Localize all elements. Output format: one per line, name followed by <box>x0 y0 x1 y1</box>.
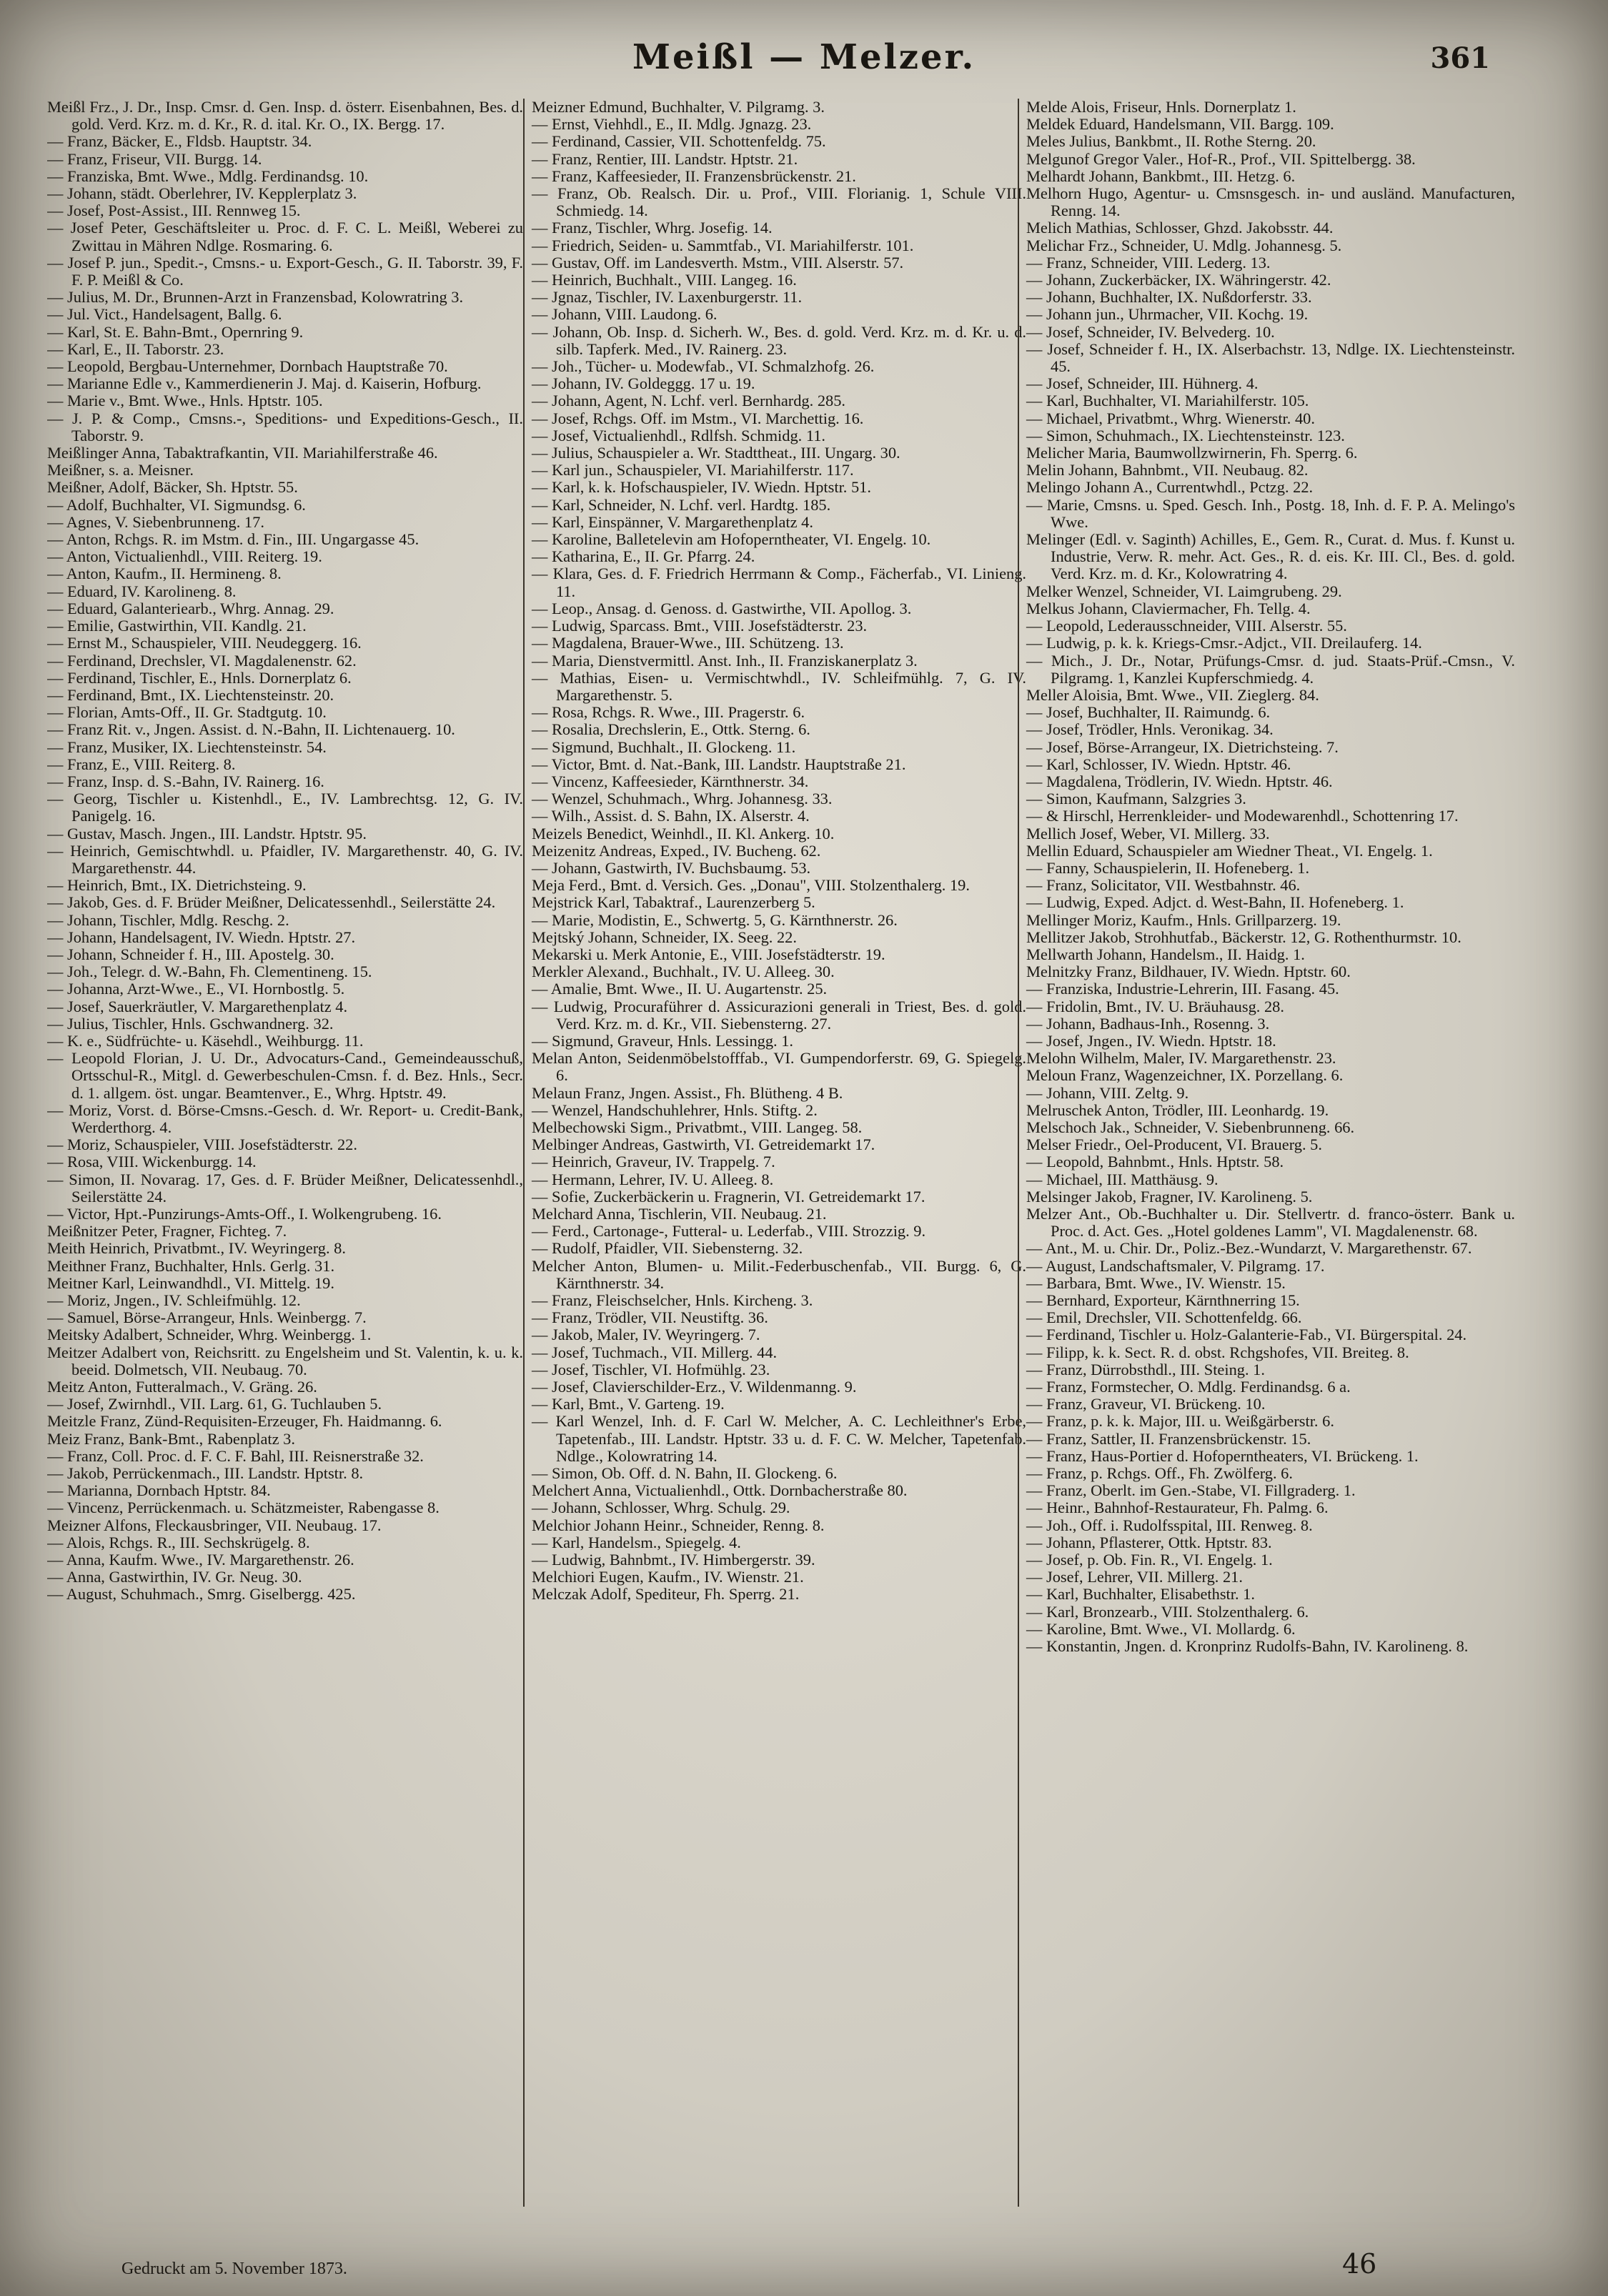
directory-entry: — Franziska, Industrie-Lehrerin, III. Fasang. 45. <box>1026 980 1339 998</box>
directory-entry: Meißner, Adolf, Bäcker, Sh. Hptstr. 55. <box>47 478 298 497</box>
directory-entry: Meiz Franz, Bank-Bmt., Rabenplatz 3. <box>47 1429 295 1448</box>
directory-entry: — Franz, Kaffeesieder, II. Franzensbrückenstr. 21. <box>532 167 856 185</box>
directory-entry: — & Hirschl, Herrenkleider- und Modewarenhdl., Schottenring 17. <box>1026 807 1459 825</box>
directory-entry: — Jgnaz, Tischler, IV. Laxenburgerstr. 11. <box>532 288 803 307</box>
directory-entry: — Karl, Handelsm., Spiegelg. 4. <box>532 1533 741 1551</box>
directory-entry: — August, Landschaftsmaler, V. Pilgramg. 17. <box>1026 1256 1325 1275</box>
directory-entry: — Franz, Graveur, VI. Brückeng. 10. <box>1026 1395 1266 1413</box>
directory-entry: Melchert Anna, Victualienhdl., Ottk. Dornbacherstraße 80. <box>532 1481 908 1500</box>
directory-entry: — Marie, Modistin, E., Schwertg. 5, G. Kärnthnerstr. 26. <box>532 910 898 929</box>
directory-entry: — Victor, Hpt.-Punzirungs-Amts-Off., I. Wolkengrubeng. 16. <box>47 1205 442 1223</box>
directory-entry: — Johann, Tischler, Mdlg. Reschg. 2. <box>47 910 289 929</box>
directory-entry: — Florian, Amts-Off., II. Gr. Stadtgutg. 10. <box>47 703 327 722</box>
directory-entry: — Mathias, Eisen- u. Vermischtwhdl., IV. Schleifmühlg. 7, G. IV. Margarethenstr. 5. <box>532 668 1026 704</box>
directory-entry: — Franz, Rentier, III. Landstr. Hptstr. 21. <box>532 149 798 168</box>
directory-entry: — Friedrich, Seiden- u. Sammtfab., VI. Mariahilferstr. 101. <box>532 236 914 254</box>
directory-entry: — Karl Wenzel, Inh. d. F. Carl W. Melcher, A. C. Lechleithner's Erbe, Tapetenfab., III. Landstr. Hptstr. 33 u. d. F. C. W. Melcher, Tapetenfab. Ndlge., Kolowratring 14. <box>532 1412 1026 1465</box>
directory-entry: — Magdalena, Trödlerin, IV. Wiedn. Hptstr. 46. <box>1026 772 1333 790</box>
directory-entry: — Franz, Ob. Realsch. Dir. u. Prof., VIII. Florianig. 1, Schule VIII. Schmiedg. 14. <box>532 184 1026 220</box>
directory-entry: Meithner Franz, Buchhalter, Hnls. Gerlg. 31. <box>47 1256 335 1275</box>
directory-entry: — Maria, Dienstvermittl. Anst. Inh., II. Franziskanerplatz 3. <box>532 651 918 670</box>
directory-entry: — Josef P. jun., Spedit.-, Cmsns.- u. Export-Gesch., G. II. Taborstr. 39, F. F. P. Meißl & Co. <box>47 253 523 289</box>
directory-entry: — Victor, Bmt. d. Nat.-Bank, III. Landstr. Hauptstraße 21. <box>532 755 906 773</box>
directory-entry: Melhorn Hugo, Agentur- u. Cmsnsgesch. in- und ausländ. Manufacturen, Renng. 14. <box>1026 184 1515 220</box>
directory-entry: — Josef, Buchhalter, II. Raimundg. 6. <box>1026 703 1271 722</box>
directory-entry: — Josef, Trödler, Hnls. Veronikag. 34. <box>1026 720 1274 739</box>
directory-entry: — Mich., J. Dr., Notar, Prüfungs-Cmsr. d. jud. Staats-Prüf.-Cmsn., V. Pilgramg. 1, Kanzlei Kupferschmiedg. 4. <box>1026 651 1515 687</box>
directory-entry: — Karoline, Balletelevin am Hofoperntheater, VI. Engelg. 10. <box>532 530 931 549</box>
directory-entry: — Simon, Schuhmach., IX. Liechtensteinstr. 123. <box>1026 426 1345 444</box>
directory-entry: Melgunof Gregor Valer., Hof-R., Prof., VII. Spittelbergg. 38. <box>1026 149 1416 168</box>
directory-entry: — Anton, Victualienhdl., VIII. Reiterg. 19. <box>47 547 322 566</box>
directory-entry: Melbinger Andreas, Gastwirth, VI. Getreidemarkt 17. <box>532 1135 875 1154</box>
directory-entry: Meißnitzer Peter, Fragner, Fichteg. 7. <box>47 1222 287 1241</box>
directory-entry: Melan Anton, Seidenmöbelstofffab., VI. Gumpendorferstr. 69, G. Spiegelg. 6. <box>532 1049 1026 1085</box>
directory-entry: — Anton, Rchgs. R. im Mstm. d. Fin., III. Ungargasse 45. <box>47 530 420 549</box>
directory-entry: — Barbara, Bmt. Wwe., IV. Wienstr. 15. <box>1026 1273 1286 1292</box>
directory-entry: — Franz, Solicitator, VII. Westbahnstr. 46. <box>1026 876 1301 895</box>
print-date: Gedruckt am 5. November 1873. <box>121 2260 347 2278</box>
directory-entry: Meller Aloisia, Bmt. Wwe., VII. Zieglerg. 84. <box>1026 685 1319 704</box>
directory-entry: — Josef, Victualienhdl., Rdlfsh. Schmidg. 11. <box>532 426 825 444</box>
directory-entry: — Heinrich, Buchhalt., VIII. Langeg. 16. <box>532 271 797 289</box>
directory-entry: — Joh., Off. i. Rudolfsspital, III. Renweg. 8. <box>1026 1516 1313 1534</box>
directory-entry: — Ferdinand, Drechsler, VI. Magdalenenstr. 62. <box>47 651 357 670</box>
directory-entry: Melin Johann, Bahnbmt., VII. Neubaug. 82. <box>1026 461 1309 479</box>
directory-entry: — Jakob, Perrückenmach., III. Landstr. Hptstr. 8. <box>47 1464 364 1483</box>
directory-entry: — Johann, städt. Oberlehrer, IV. Kepplerplatz 3. <box>47 184 357 203</box>
directory-entry: — Katharina, E., II. Gr. Pfarrg. 24. <box>532 547 755 566</box>
directory-entry: — Josef, Tuchmach., VII. Millerg. 44. <box>532 1343 778 1361</box>
directory-entry: — Leop., Ansag. d. Genoss. d. Gastwirthe, VII. Apollog. 3. <box>532 599 912 617</box>
directory-entry: — Ernst M., Schauspieler, VIII. Neudeggerg. 16. <box>47 634 362 652</box>
directory-entry: — Johann, Zuckerbäcker, IX. Währingerstr. 42. <box>1026 271 1331 289</box>
directory-entry: — Moriz, Jngen., IV. Schleifmühlg. 12. <box>47 1291 301 1310</box>
directory-entry: Mejtský Johann, Schneider, IX. Seeg. 22. <box>532 928 797 946</box>
directory-entry: — Simon, Ob. Off. d. N. Bahn, II. Glockeng. 6. <box>532 1464 838 1483</box>
directory-entry: Meitzle Franz, Zünd-Requisiten-Erzeuger, Fh. Haidmanng. 6. <box>47 1412 442 1431</box>
directory-entry: — Franz, Formstecher, O. Mdlg. Ferdinandsg. 6 a. <box>1026 1378 1351 1396</box>
directory-entry: — Gustav, Masch. Jngen., III. Landstr. Hptstr. 95. <box>47 824 367 843</box>
directory-entry: — Franz, Haus-Portier d. Hofoperntheaters, VI. Brückeng. 1. <box>1026 1446 1419 1465</box>
directory-entry: Melser Friedr., Oel-Producent, VI. Brauerg. 5. <box>1026 1135 1322 1154</box>
directory-entry: Melruschek Anton, Trödler, III. Leonhardg. 19. <box>1026 1100 1329 1119</box>
directory-entry: — Karl, Bronzearb., VIII. Stolzenthalerg. 6. <box>1026 1602 1309 1621</box>
directory-entry: — Franz, E., VIII. Reiterg. 8. <box>47 755 236 773</box>
directory-entry: — Michael, Privatbmt., Whrg. Wienerstr. 40. <box>1026 409 1315 427</box>
directory-entry: — Josef, Zwirnhdl., VII. Larg. 61, G. Tuchlauben 5. <box>47 1395 382 1413</box>
directory-entry: — Rosa, VIII. Wickenburgg. 14. <box>47 1153 257 1171</box>
directory-entry: — Fridolin, Bmt., IV. U. Bräuhausg. 28. <box>1026 997 1284 1015</box>
directory-entry: — Ferdinand, Bmt., IX. Liechtensteinstr. 20. <box>47 685 334 704</box>
directory-entry: — Franz, Musiker, IX. Liechtensteinstr. 54. <box>47 737 327 756</box>
directory-entry: — Josef, Rchgs. Off. im Mstm., VI. Marchettig. 16. <box>532 409 864 427</box>
directory-entry: Meith Heinrich, Privatbmt., IV. Weyringerg. 8. <box>47 1239 346 1258</box>
directory-entry: — Franz, Sattler, II. Franzensbrückenstr. 15. <box>1026 1429 1311 1448</box>
directory-entry: — Karl, Buchhalter, VI. Mariahilferstr. 105. <box>1026 392 1309 410</box>
directory-entry: — Josef, Lehrer, VII. Millerg. 21. <box>1026 1568 1243 1586</box>
directory-entry: — Franz, Oberlt. im Gen.-Stabe, VI. Fillgraderg. 1. <box>1026 1481 1356 1500</box>
directory-entry: — Julius, Schauspieler a. Wr. Stadttheat., III. Ungarg. 30. <box>532 444 900 462</box>
directory-entry: — Heinrich, Graveur, IV. Trappelg. 7. <box>532 1153 775 1171</box>
directory-entry: — Franz, Bäcker, E., Fldsb. Hauptstr. 34. <box>47 132 312 151</box>
directory-entry: — Julius, M. Dr., Brunnen-Arzt in Franzensbad, Kolowratring 3. <box>47 288 464 307</box>
directory-entry: — Marianne Edle v., Kammerdienerin J. Maj. d. Kaiserin, Hofburg. <box>47 374 482 393</box>
directory-entry: — Josef, Börse-Arrangeur, IX. Dietrichsteing. 7. <box>1026 737 1339 756</box>
directory-entry: Mellin Eduard, Schauspieler am Wiedner Theat., VI. Engelg. 1. <box>1026 841 1433 860</box>
directory-entry: — Josef, Schneider f. H., IX. Alserbachstr. 13, Ndlge. IX. Liechtensteinstr. 45. <box>1026 339 1515 376</box>
directory-entry: — Eduard, Galanteriearb., Whrg. Annag. 29. <box>47 599 334 617</box>
directory-entry: — Johann, Ob. Insp. d. Sicherh. W., Bes. d. gold. Verd. Krz. m. d. Kr. u. d. silb. Tapferk. Med., IV. Rainerg. 23. <box>532 322 1026 358</box>
page-header <box>0 27 1608 84</box>
directory-entry: — August, Schuhmach., Smrg. Giselbergg. 425. <box>47 1585 356 1604</box>
directory-entry: Melchior Johann Heinr., Schneider, Renng. 8. <box>532 1516 825 1534</box>
directory-entry: — Sofie, Zuckerbäckerin u. Fragnerin, VI. Getreidemarkt 17. <box>532 1187 925 1206</box>
directory-entry: Melhardt Johann, Bankbmt., III. Hetzg. 6. <box>1026 167 1296 185</box>
directory-entry: — Karoline, Bmt. Wwe., VI. Mollardg. 6. <box>1026 1619 1296 1638</box>
directory-entry: — Joh., Tücher- u. Modewfab., VI. Schmalzhofg. 26. <box>532 357 875 376</box>
directory-entry: — Sigmund, Buchhalt., II. Glockeng. 11. <box>532 737 796 756</box>
directory-entry: — Josef, Jngen., IV. Wiedn. Hptstr. 18. <box>1026 1031 1276 1050</box>
directory-entry: — Franz, p. Rchgs. Off., Fh. Zwölferg. 6. <box>1026 1464 1293 1483</box>
column-3 <box>1018 99 1515 2207</box>
directory-entry: — Franz, Schneider, VIII. Lederg. 13. <box>1026 253 1271 272</box>
directory-entry: — Karl, Schneider, N. Lchf. verl. Hardtg. 185. <box>532 495 831 514</box>
directory-entry: Melker Wenzel, Schneider, VI. Laimgrubeng. 29. <box>1026 582 1342 600</box>
directory-entry: — Josef, Clavierschilder-Erz., V. Wildenmanng. 9. <box>532 1378 857 1396</box>
directory-entry: — Sigmund, Graveur, Hnls. Lessingg. 1. <box>532 1031 794 1050</box>
directory-entry: — Konstantin, Jngen. d. Kronprinz Rudolfs-Bahn, IV. Karolineng. 8. <box>1026 1637 1469 1656</box>
directory-entry: — Amalie, Bmt. Wwe., II. U. Augartenstr. 25. <box>532 980 828 998</box>
directory-entry: Meizels Benedict, Weinhdl., II. Kl. Ankerg. 10. <box>532 824 835 843</box>
directory-entry: — Josef, Schneider, IV. Belvederg. 10. <box>1026 322 1275 341</box>
directory-entry: — Franz, Insp. d. S.-Bahn, IV. Rainerg. 16. <box>47 772 324 790</box>
directory-entry: — Franziska, Bmt. Wwe., Mdlg. Ferdinandsg. 10. <box>47 167 369 185</box>
directory-entry: Meitsky Adalbert, Schneider, Whrg. Weinbergg. 1. <box>47 1326 372 1344</box>
directory-entry: — Johann, Gastwirth, IV. Buchsbaumg. 53. <box>532 858 811 877</box>
directory-entry: Meißlinger Anna, Tabaktrafkantin, VII. Mariahilferstraße 46. <box>47 444 438 462</box>
directory-entry: — Leopold, Bergbau-Unternehmer, Dornbach Hauptstraße 70. <box>47 357 448 376</box>
directory-entry: — Franz, Dürrobsthdl., III. Steing. 1. <box>1026 1360 1265 1378</box>
directory-entry: — Johann, IV. Goldeggg. 17 u. 19. <box>532 374 755 393</box>
directory-entry: — Marianna, Dornbach Hptstr. 84. <box>47 1481 271 1500</box>
directory-entry: — Heinrich, Gemischtwhdl. u. Pfaidler, IV. Margarethenstr. 40, G. IV. Margarethenstr. 44. <box>47 841 523 877</box>
directory-entry: — Georg, Tischler u. Kistenhdl., E., IV. Lambrechtsg. 12, G. IV. Panigelg. 16. <box>47 790 523 825</box>
directory-entry: — Ludwig, p. k. k. Kriegs-Cmsr.-Adjct., VII. Dreilauferg. 14. <box>1026 634 1422 652</box>
directory-entry: — Leopold, Lederausschneider, VIII. Alserstr. 55. <box>1026 617 1347 635</box>
directory-entry: — Michael, III. Matthäusg. 9. <box>1026 1170 1219 1188</box>
directory-entry: Melcher Anton, Blumen- u. Milit.-Federbuschenfab., VII. Burgg. 6, G. Kärnthnerstr. 34. <box>532 1256 1026 1292</box>
directory-entry: — Rosalia, Drechslerin, E., Ottk. Sterng. 6. <box>532 720 810 739</box>
directory-entry: Melingo Johann A., Currentwhdl., Pctzg. 22. <box>1026 478 1314 497</box>
directory-entry: Meißner, s. a. Meisner. <box>47 461 194 479</box>
directory-entry: Meitz Anton, Futteralmach., V. Gräng. 26. <box>47 1378 317 1396</box>
directory-entry: — Anton, Kaufm., II. Hermineng. 8. <box>47 565 282 583</box>
directory-entry: Melohn Wilhelm, Maler, IV. Margarethenstr. 23. <box>1026 1049 1336 1068</box>
directory-entry: Melicher Maria, Baumwollzwirnerin, Fh. Sperrg. 6. <box>1026 444 1358 462</box>
directory-entry: Melaun Franz, Jngen. Assist., Fh. Blütheng. 4 B. <box>532 1083 843 1102</box>
directory-entry: — Johann, Buchhalter, IX. Nußdorferstr. 33. <box>1026 288 1312 307</box>
directory-entry: Melsinger Jakob, Fragner, IV. Karolineng. 5. <box>1026 1187 1313 1206</box>
directory-entry: Mekarski u. Merk Antonie, E., VIII. Josefstädterstr. 19. <box>532 945 885 963</box>
directory-entry: — Vincenz, Perrückenmach. u. Schätzmeister, Rabengasse 8. <box>47 1499 440 1517</box>
directory-entry: — Vincenz, Kaffeesieder, Kärnthnerstr. 34. <box>532 772 809 790</box>
directory-entry: — Anna, Gastwirthin, IV. Gr. Neug. 30. <box>47 1568 302 1586</box>
directory-entry: — Rosa, Rchgs. R. Wwe., III. Pragerstr. 6. <box>532 703 805 722</box>
directory-entry: — Magdalena, Brauer-Wwe., III. Schützeng. 13. <box>532 634 844 652</box>
directory-entry: Mejstrick Karl, Tabaktraf., Laurenzerberg 5. <box>532 893 815 912</box>
directory-entry: — Jul. Vict., Handelsagent, Ballg. 6. <box>47 305 282 324</box>
directory-entry: — Karl, E., II. Taborstr. 23. <box>47 339 224 358</box>
directory-entry: Meloun Franz, Wagenzeichner, IX. Porzellang. 6. <box>1026 1066 1344 1085</box>
directory-entry: Melichar Frz., Schneider, U. Mdlg. Johannesg. 5. <box>1026 236 1342 254</box>
directory-entry: Mellwarth Johann, Handelsm., II. Haidg. 1. <box>1026 945 1305 963</box>
directory-entry: — Franz, Tischler, Whrg. Josefig. 14. <box>532 219 773 237</box>
directory-entry: — Karl jun., Schauspieler, VI. Mariahilferstr. 117. <box>532 461 854 479</box>
directory-entry: — Wenzel, Handschuhlehrer, Hnls. Stiftg. 2. <box>532 1100 818 1119</box>
directory-entry: — Karl, St. E. Bahn-Bmt., Opernring 9. <box>47 322 304 341</box>
directory-entry: — Adolf, Buchhalter, VI. Sigmundsg. 6. <box>47 495 306 514</box>
directory-entry: Meldek Eduard, Handelsmann, VII. Bargg. 109. <box>1026 115 1334 134</box>
directory-entry: — Samuel, Börse-Arrangeur, Hnls. Weinbergg. 7. <box>47 1308 367 1327</box>
directory-entry: — Rudolf, Pfaidler, VII. Siebensterng. 32. <box>532 1239 803 1258</box>
directory-entry: Mellitzer Jakob, Strohhutfab., Bäckerstr. 12, G. Rothenthurmstr. 10. <box>1026 928 1461 946</box>
directory-entry: — Franz, Trödler, VII. Neustiftg. 36. <box>532 1308 768 1327</box>
directory-entry: — Karl, k. k. Hofschauspieler, IV. Wiedn. Hptstr. 51. <box>532 478 871 497</box>
directory-entry: — Franz, Coll. Proc. d. F. C. F. Bahl, III. Reisnerstraße 32. <box>47 1446 424 1465</box>
directory-entry: Melchiori Eugen, Kaufm., IV. Wienstr. 21. <box>532 1568 804 1586</box>
directory-entry: — Ludwig, Sparcass. Bmt., VIII. Josefstädterstr. 23. <box>532 617 868 635</box>
directory-entry: — Simon, Kaufmann, Salzgries 3. <box>1026 790 1246 808</box>
column-1 <box>47 99 523 2207</box>
directory-entry: — Wilh., Assist. d. S. Bahn, IX. Alserstr. 4. <box>532 807 810 825</box>
directory-entry: — Gustav, Off. im Landesverth. Mstm., VIII. Alserstr. 57. <box>532 253 904 272</box>
directory-entry: — Karl, Schlosser, IV. Wiedn. Hptstr. 46. <box>1026 755 1291 773</box>
directory-entry: — Ludwig, Procuraführer d. Assicurazioni generali in Triest, Bes. d. gold. Verd. Krz. m. d. Kr., VII. Siebensterng. 27. <box>532 997 1026 1033</box>
directory-entry: — Bernhard, Exporteur, Kärnthnerring 15. <box>1026 1291 1300 1310</box>
directory-entry: Meizenitz Andreas, Exped., IV. Bucheng. 62. <box>532 841 821 860</box>
directory-entry: Meja Ferd., Bmt. d. Versich. Ges. „Donau", VIII. Stolzenthalerg. 19. <box>532 876 970 895</box>
directory-entry: Melde Alois, Friseur, Hnls. Dornerplatz 1. <box>1026 99 1296 116</box>
directory-entry: — Eduard, IV. Karolineng. 8. <box>47 582 237 600</box>
directory-entry: — Heinrich, Bmt., IX. Dietrichsteing. 9. <box>47 876 307 895</box>
page-title: Meißl — Melzer. <box>632 37 976 77</box>
directory-entry: Melnitzky Franz, Bildhauer, IV. Wiedn. Hptstr. 60. <box>1026 963 1351 981</box>
directory-entry: — Karl, Buchhalter, Elisabethstr. 1. <box>1026 1585 1255 1604</box>
directory-entry: Meizner Alfons, Fleckausbringer, VII. Neubaug. 17. <box>47 1516 382 1534</box>
directory-entry: — Anna, Kaufm. Wwe., IV. Margarethenstr. 26. <box>47 1551 354 1569</box>
directory-entry: — Franz Rit. v., Jngen. Assist. d. N.-Bahn, II. Lichtenauerg. 10. <box>47 720 455 739</box>
directory-entry: — Jakob, Ges. d. F. Brüder Meißner, Delicatessenhdl., Seilerstätte 24. <box>47 893 496 912</box>
directory-entry: — Johann, Agent, N. Lchf. verl. Bernhardg. 285. <box>532 392 846 410</box>
directory-entry: Melich Mathias, Schlosser, Ghzd. Jakobsstr. 44. <box>1026 219 1334 237</box>
directory-entry: — Johann, Schlosser, Whrg. Schulg. 29. <box>532 1499 790 1517</box>
directory-entry: — Filipp, k. k. Sect. R. d. obst. Rchgshofes, VII. Breiteg. 8. <box>1026 1343 1409 1361</box>
directory-entry: Meitzer Adalbert von, Reichsritt. zu Engelsheim und St. Valentin, k. u. k. beeid. Dolmetsch, VII. Neubaug. 70. <box>47 1343 523 1378</box>
directory-entry: — Ferd., Cartonage-, Futteral- u. Lederfab., VIII. Strozzig. 9. <box>532 1222 926 1241</box>
directory-entry: — Josef, Post-Assist., III. Rennweg 15. <box>47 202 301 220</box>
directory-entry: — Wenzel, Schuhmach., Whrg. Johannesg. 33. <box>532 790 833 808</box>
directory-entry: — Ant., M. u. Chir. Dr., Poliz.-Bez.-Wundarzt, V. Margarethenstr. 67. <box>1026 1239 1472 1258</box>
directory-entry: — Ferdinand, Tischler, E., Hnls. Dornerplatz 6. <box>47 668 352 687</box>
directory-entry: Merkler Alexand., Buchhalt., IV. U. Alleeg. 30. <box>532 963 835 981</box>
directory-entry: — Heinr., Bahnhof-Restaurateur, Fh. Palmg. 6. <box>1026 1499 1329 1517</box>
directory-entry: — Josef, Tischler, VI. Hofmühlg. 23. <box>532 1360 770 1378</box>
directory-entry: Meizner Edmund, Buchhalter, V. Pilgramg. 3. <box>532 99 825 116</box>
column-2 <box>523 99 1026 2207</box>
directory-entry: — Karl, Einspänner, V. Margarethenplatz 4. <box>532 512 813 531</box>
directory-entry: — Johann, Handelsagent, IV. Wiedn. Hptstr. 27. <box>47 928 356 946</box>
directory-entry: — Karl, Bmt., V. Garteng. 19. <box>532 1395 725 1413</box>
directory-entry: — Johanna, Arzt-Wwe., E., VI. Hornbostlg. 5. <box>47 980 345 998</box>
directory-entry: — Josef, p. Ob. Fin. R., VI. Engelg. 1. <box>1026 1551 1273 1569</box>
directory-entry: — Josef Peter, Geschäftsleiter u. Proc. d. F. C. L. Meißl, Weberei zu Zwittau in Mähren Ndlge. Rosmaring. 6. <box>47 219 523 254</box>
directory-entry: Melbechowski Sigm., Privatbmt., VIII. Langeg. 58. <box>532 1118 863 1136</box>
directory-entry: — Johann, Badhaus-Inh., Rosenng. 3. <box>1026 1014 1270 1033</box>
directory-entry: — Franz, Fleischselcher, Hnls. Kircheng. 3. <box>532 1291 813 1310</box>
directory-entry: — Julius, Tischler, Hnls. Gschwandnerg. 32. <box>47 1014 334 1033</box>
directory-entry: — Johann, VIII. Laudong. 6. <box>532 305 718 324</box>
directory-entry: — Johann jun., Uhrmacher, VII. Kochg. 19. <box>1026 305 1309 324</box>
sheet-signature: 46 <box>1342 2248 1377 2280</box>
directory-entry: — K. e., Südfrüchte- u. Käsehdl., Weihburgg. 11. <box>47 1031 364 1050</box>
directory-entry: — Hermann, Lehrer, IV. U. Alleeg. 8. <box>532 1170 774 1188</box>
directory-entry: — Klara, Ges. d. F. Friedrich Herrmann & Comp., Fächerfab., VI. Linieng. 11. <box>532 565 1026 600</box>
directory-entry: Melzer Ant., Ob.-Buchhalter u. Dir. Stellvertr. d. franco-österr. Bank u. Proc. d. Act. Ges. „Hotel goldenes Lamm", VI. Magdalenenstr. 68. <box>1026 1205 1515 1241</box>
directory-entry: — Johann, Pflasterer, Ottk. Hptstr. 83. <box>1026 1533 1272 1551</box>
directory-entry: Melschoch Jak., Schneider, V. Siebenbrunneng. 66. <box>1026 1118 1355 1136</box>
directory-entry: — Jakob, Maler, IV. Weyringerg. 7. <box>532 1326 760 1344</box>
directory-entry: — Johann, VIII. Zeltg. 9. <box>1026 1083 1189 1102</box>
directory-entry: — Leopold, Bahnbmt., Hnls. Hptstr. 58. <box>1026 1153 1284 1171</box>
directory-entry: — Johann, Schneider f. H., III. Apostelg. 30. <box>47 945 334 963</box>
directory-entry: — Josef, Sauerkräutler, V. Margarethenplatz 4. <box>47 997 348 1015</box>
page-number: 361 <box>1430 41 1490 75</box>
directory-entry: — Ludwig, Exped. Adjct. d. West-Bahn, II. Hofeneberg. 1. <box>1026 893 1404 912</box>
directory-entry: — Ferdinand, Tischler u. Holz-Galanterie-Fab., VI. Bürgerspital. 24. <box>1026 1326 1467 1344</box>
directory-entry: — J. P. & Comp., Cmsns.-, Speditions- und Expeditions-Gesch., II. Taborstr. 9. <box>47 409 523 444</box>
directory-entry: — Ludwig, Bahnbmt., IV. Himbergerstr. 39. <box>532 1551 815 1569</box>
directory-entry: Meles Julius, Bankbmt., II. Rothe Sterng. 20. <box>1026 132 1316 151</box>
directory-entry: — Alois, Rchgs. R., III. Sechskrügelg. 8. <box>47 1533 310 1551</box>
directory-entry: — Franz, Friseur, VII. Burgg. 14. <box>47 149 262 168</box>
directory-entry: Melczak Adolf, Spediteur, Fh. Sperrg. 21. <box>532 1585 800 1604</box>
directory-entry: — Josef, Schneider, III. Hühnerg. 4. <box>1026 374 1259 393</box>
directory-entry: — Agnes, V. Siebenbrunneng. 17. <box>47 512 264 531</box>
directory-entry: — Marie, Cmsns. u. Sped. Gesch. Inh., Postg. 18, Inh. d. F. P. A. Melingo's Wwe. <box>1026 495 1515 531</box>
directory-entry: Meitner Karl, Leinwandhdl., VI. Mittelg. 19. <box>47 1273 334 1292</box>
directory-entry: — Emilie, Gastwirthin, VII. Kandlg. 21. <box>47 617 307 635</box>
directory-entry: Mellinger Moriz, Kaufm., Hnls. Grillparzerg. 19. <box>1026 910 1341 929</box>
directory-entry: Melkus Johann, Claviermacher, Fh. Tellg. 4. <box>1026 599 1311 617</box>
directory-entry: — Ernst, Viehhdl., E., II. Mdlg. Jgnazg. 23. <box>532 115 812 134</box>
directory-entry: Melinger (Edl. v. Saginth) Achilles, E., Gem. R., Curat. d. Mus. f. Kunst u. Industrie, Verw. R. mehr. Act. Ges., R. d. eis. Kr. III. Cl., Bes. d. gold. Verd. Krz. m. d. Kr., Kolowratring 4. <box>1026 530 1515 583</box>
directory-entry: — Marie v., Bmt. Wwe., Hnls. Hptstr. 105. <box>47 392 323 410</box>
directory-entry: — Emil, Drechsler, VII. Schottenfeldg. 66. <box>1026 1308 1302 1327</box>
directory-entry: Meißl Frz., J. Dr., Insp. Cmsr. d. Gen. Insp. d. österr. Eisenbahnen, Bes. d. gold. Verd. Krz. m. d. Kr., R. d. ital. Kr. O., IX. Bergg. 17. <box>47 99 523 134</box>
directory-entry: — Simon, II. Novarag. 17, Ges. d. F. Brüder Meißner, Delicatessenhdl., Seilerstätte 24. <box>47 1170 523 1206</box>
directory-entry: Mellich Josef, Weber, VI. Millerg. 33. <box>1026 824 1270 843</box>
directory-entry: — Leopold Florian, J. U. Dr., Advocaturs-Cand., Gemeindeausschuß, Ortsschul-R., Mitgl. d. Gewerbeschulen-Cmsn. f. d. Bez. Hnls., Secr. d. 1. allgem. öst. ungar. Beamtenver., E., Whrg. Hptstr. 49. <box>47 1049 523 1102</box>
directory-entry: — Fanny, Schauspielerin, II. Hofeneberg. 1. <box>1026 858 1310 877</box>
directory-entry: — Moriz, Vorst. d. Börse-Cmsns.-Gesch. d. Wr. Report- u. Credit-Bank, Werderthorg. 4. <box>47 1100 523 1136</box>
directory-entry: — Joh., Telegr. d. W.-Bahn, Fh. Clementineng. 15. <box>47 963 372 981</box>
directory-entry: Melchard Anna, Tischlerin, VII. Neubaug. 21. <box>532 1205 827 1223</box>
directory-entry: — Franz, p. k. k. Major, III. u. Weißgärberstr. 6. <box>1026 1412 1334 1431</box>
directory-entry: — Moriz, Schauspieler, VIII. Josefstädterstr. 22. <box>47 1135 357 1154</box>
directory-entry: — Ferdinand, Cassier, VII. Schottenfeldg. 75. <box>532 132 826 151</box>
